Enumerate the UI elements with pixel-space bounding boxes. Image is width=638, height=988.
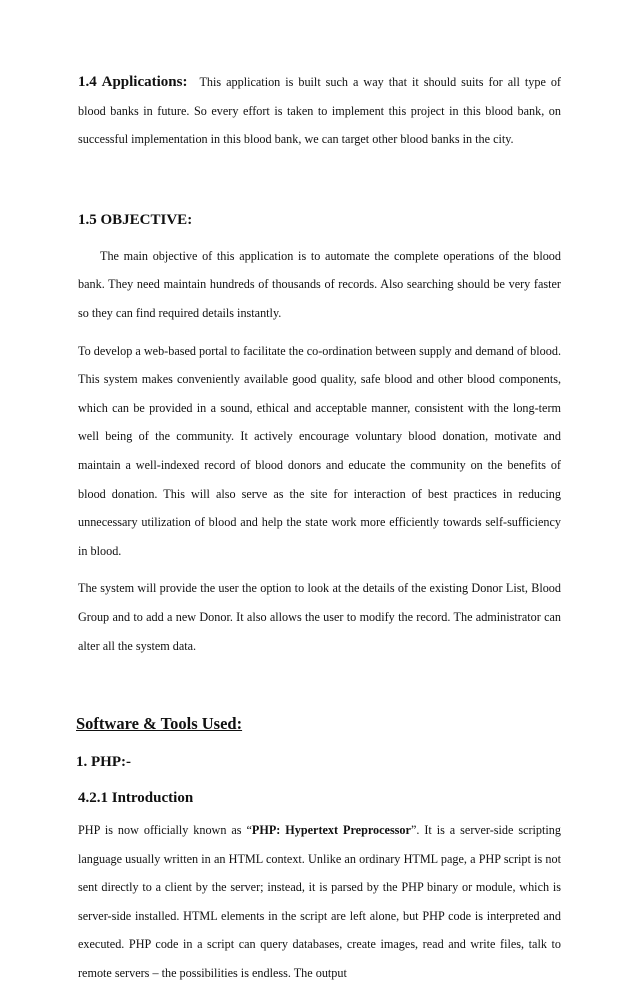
applications-text: This application is built such a way that it should suits for all type of blood banks in future. So every effort is taken to implement this project in this blood bank, on successful implementation in this blood bank, we can target other blood banks in the city. [78,75,561,147]
intro-text-before: PHP is now officially known as “ [78,823,252,838]
intro-text-after: ”. It is a server-side scripting language usually written in an HTML context. Unlike an ordinary HTML page, a PHP script is not sent directly to a client by the server; instead, it is parsed by the PHP binary or module, which is server-side installed. HTML elements in the script are left alone, but PHP code is interpreted and executed. PHP code in a script can query databases, create images, read and write files, talk to remote servers – the possibilities is endless. The output [78,823,561,981]
introduction-paragraph [78,816,561,988]
objective-paragraph-2: To develop a web-based portal to facilitate the co-ordination between supply and demand of blood. This system makes conveniently available good quality, safe blood and other blood components, which can be provided in a sound, ethical and acceptable manner, consistent with the long-term well being of the community. It actively encourage voluntary blood donation, motivate and maintain a well-indexed record of blood donors and educate the community on the benefits of blood donation. This will also serve as the site for interaction of best practices in reducing unnecessary utilization of blood and help the state work more efficiently towards self-sufficiency in blood. [78,343,561,558]
objective-heading: 1.5 OBJECTIVE: [78,211,193,228]
applications-paragraph [78,68,561,154]
intro-text-bold: PHP: Hypertext Preprocessor [251,823,411,838]
objective-paragraph-1: The main objective of this application is to automate the complete operations of the blood bank. They need maintain hundreds of thousands of records. Also searching should be very faster so they can find required details instantly. [78,248,561,320]
introduction-heading: 4.2.1 Introduction [78,790,194,807]
page-content [78,68,561,988]
php-heading: 1. PHP:- [76,754,131,771]
objective-paragraph-3: The system will provide the user the option to look at the details of the existing Donor List, Blood Group and to add a new Donor. It also allows the user to modify the record. The administrator can alter all the system data. [78,581,561,653]
software-tools-heading: Software & Tools Used: [76,714,243,734]
applications-heading: 1.4 Applications: [78,74,188,90]
